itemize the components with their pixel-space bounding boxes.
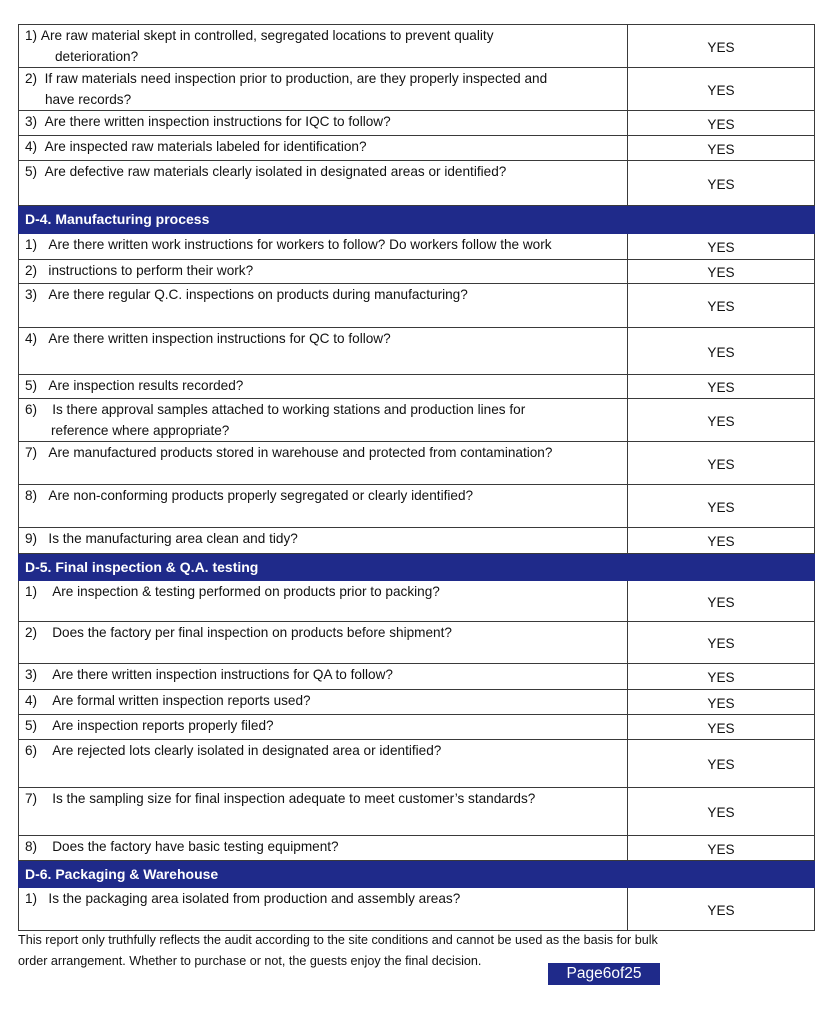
question-cell	[19, 581, 628, 622]
answer-cell: YES	[628, 284, 815, 328]
question-text: Is there approval samples attached to working stations and production lines for	[52, 402, 526, 417]
question-number: 8)	[25, 839, 53, 854]
table-row	[19, 284, 815, 328]
table-row	[19, 528, 815, 554]
question-cell	[19, 888, 628, 931]
question-number: 2)	[25, 625, 53, 640]
table-row	[19, 234, 815, 260]
question-cell	[19, 528, 628, 554]
question-text-continued: have records?	[45, 92, 132, 107]
question-cell	[19, 161, 628, 206]
question-text: Are manufactured products stored in warehouse and protected from contamination?	[48, 445, 553, 460]
table-row	[19, 161, 815, 206]
section-title: D-4. Manufacturing process	[19, 206, 815, 234]
question-text: Are there written inspection instructions for QA to follow?	[52, 667, 393, 682]
question-text: Is the manufacturing area clean and tidy?	[48, 531, 298, 546]
question-text: Does the factory per final inspection on products before shipment?	[52, 625, 452, 640]
section-header-d5	[19, 554, 815, 581]
question-cell	[19, 485, 628, 528]
answer-cell: YES	[628, 690, 815, 715]
question-number: 1)	[25, 28, 41, 43]
question-number: 5)	[25, 718, 53, 733]
table-row	[19, 328, 815, 375]
table-row	[19, 715, 815, 740]
question-cell	[19, 715, 628, 740]
question-text: If raw materials need inspection prior to production, are they properly inspected and	[44, 71, 548, 86]
question-number: 4)	[25, 693, 53, 708]
question-number: 6)	[25, 402, 53, 417]
answer-cell: YES	[628, 399, 815, 442]
answer-cell: YES	[628, 528, 815, 554]
section-header-d6	[19, 861, 815, 888]
question-text: instructions to perform their work?	[48, 263, 254, 278]
question-cell	[19, 136, 628, 161]
table-row	[19, 68, 815, 111]
question-text: Does the factory have basic testing equipment?	[52, 839, 339, 854]
table-row	[19, 136, 815, 161]
question-text: Are there written inspection instructions for IQC to follow?	[44, 114, 391, 129]
section-header-d4	[19, 206, 815, 234]
question-cell	[19, 399, 628, 442]
question-number: 7)	[25, 791, 53, 806]
question-cell	[19, 328, 628, 375]
question-text: Are inspection results recorded?	[48, 378, 244, 393]
question-number: 9)	[25, 531, 49, 546]
answer-cell: YES	[628, 888, 815, 931]
audit-checklist-sheet	[18, 24, 814, 931]
question-number: 3)	[25, 667, 53, 682]
question-number: 5)	[25, 378, 49, 393]
question-cell	[19, 442, 628, 485]
answer-cell: YES	[628, 485, 815, 528]
answer-cell: YES	[628, 68, 815, 111]
table-row	[19, 111, 815, 136]
answer-cell: YES	[628, 161, 815, 206]
question-cell	[19, 664, 628, 690]
question-cell	[19, 788, 628, 836]
answer-cell: YES	[628, 375, 815, 399]
question-number: 2)	[25, 71, 45, 86]
table-row	[19, 622, 815, 664]
table-row	[19, 581, 815, 622]
question-cell	[19, 260, 628, 284]
table-row	[19, 399, 815, 442]
question-text: Are there written inspection instructions for QC to follow?	[48, 331, 391, 346]
question-cell	[19, 375, 628, 399]
question-text: Are defective raw materials clearly isolated in designated areas or identified?	[44, 164, 507, 179]
table-row	[19, 664, 815, 690]
question-cell	[19, 284, 628, 328]
table-row	[19, 690, 815, 715]
question-cell	[19, 836, 628, 861]
answer-cell: YES	[628, 25, 815, 68]
question-text: Is the packaging area isolated from production and assembly areas?	[48, 891, 461, 906]
question-number: 2)	[25, 263, 49, 278]
question-number: 4)	[25, 331, 49, 346]
answer-cell: YES	[628, 664, 815, 690]
section-title: D-6. Packaging & Warehouse	[19, 861, 815, 888]
question-number: 6)	[25, 743, 53, 758]
question-number: 1)	[25, 237, 49, 252]
answer-cell: YES	[628, 260, 815, 284]
question-number: 1)	[25, 891, 49, 906]
question-text: Are there regular Q.C. inspections on products during manufacturing?	[48, 287, 468, 302]
question-number: 4)	[25, 139, 45, 154]
question-number: 1)	[25, 584, 53, 599]
table-row	[19, 485, 815, 528]
disclaimer-line-1: This report only truthfully reflects the audit according to the site conditions and cannot be used as the basis for bulk	[18, 933, 658, 947]
table-row	[19, 25, 815, 68]
question-number: 7)	[25, 445, 49, 460]
table-row	[19, 375, 815, 399]
answer-cell: YES	[628, 581, 815, 622]
answer-cell: YES	[628, 111, 815, 136]
question-text: Are inspection reports properly filed?	[52, 718, 274, 733]
question-text: Are there written work instructions for workers to follow? Do workers follow the work	[48, 237, 552, 252]
question-text: Are inspection & testing performed on products prior to packing?	[52, 584, 440, 599]
table-row	[19, 888, 815, 931]
answer-cell: YES	[628, 715, 815, 740]
question-cell	[19, 68, 628, 111]
question-text: Are raw material skept in controlled, segregated locations to prevent quality	[40, 28, 494, 43]
page-number-badge: Page6of25	[548, 963, 660, 985]
answer-cell: YES	[628, 622, 815, 664]
question-cell	[19, 25, 628, 68]
answer-cell: YES	[628, 136, 815, 161]
question-number: 8)	[25, 488, 49, 503]
table-row	[19, 740, 815, 788]
table-row	[19, 260, 815, 284]
question-cell	[19, 622, 628, 664]
section-title: D-5. Final inspection & Q.A. testing	[19, 554, 815, 581]
answer-cell: YES	[628, 788, 815, 836]
answer-cell: YES	[628, 442, 815, 485]
question-text: Are rejected lots clearly isolated in designated area or identified?	[52, 743, 442, 758]
question-number: 3)	[25, 287, 49, 302]
question-cell	[19, 740, 628, 788]
table-row	[19, 836, 815, 861]
question-text-continued: deterioration?	[55, 49, 139, 64]
question-cell	[19, 234, 628, 260]
disclaimer-line-2: order arrangement. Whether to purchase or not, the guests enjoy the final decision.	[18, 954, 482, 968]
question-number: 3)	[25, 114, 45, 129]
question-text: Are inspected raw materials labeled for identification?	[44, 139, 367, 154]
question-text: Is the sampling size for final inspection adequate to meet customer’s standards?	[52, 791, 536, 806]
table-row	[19, 788, 815, 836]
question-text: Are formal written inspection reports used?	[52, 693, 311, 708]
question-cell	[19, 690, 628, 715]
answer-cell: YES	[628, 234, 815, 260]
question-cell	[19, 111, 628, 136]
checklist-table	[18, 24, 815, 931]
answer-cell: YES	[628, 740, 815, 788]
table-row	[19, 442, 815, 485]
question-number: 5)	[25, 164, 45, 179]
question-text: Are non-conforming products properly segregated or clearly identified?	[48, 488, 474, 503]
answer-cell: YES	[628, 328, 815, 375]
answer-cell: YES	[628, 836, 815, 861]
question-text-continued: reference where appropriate?	[51, 423, 230, 438]
